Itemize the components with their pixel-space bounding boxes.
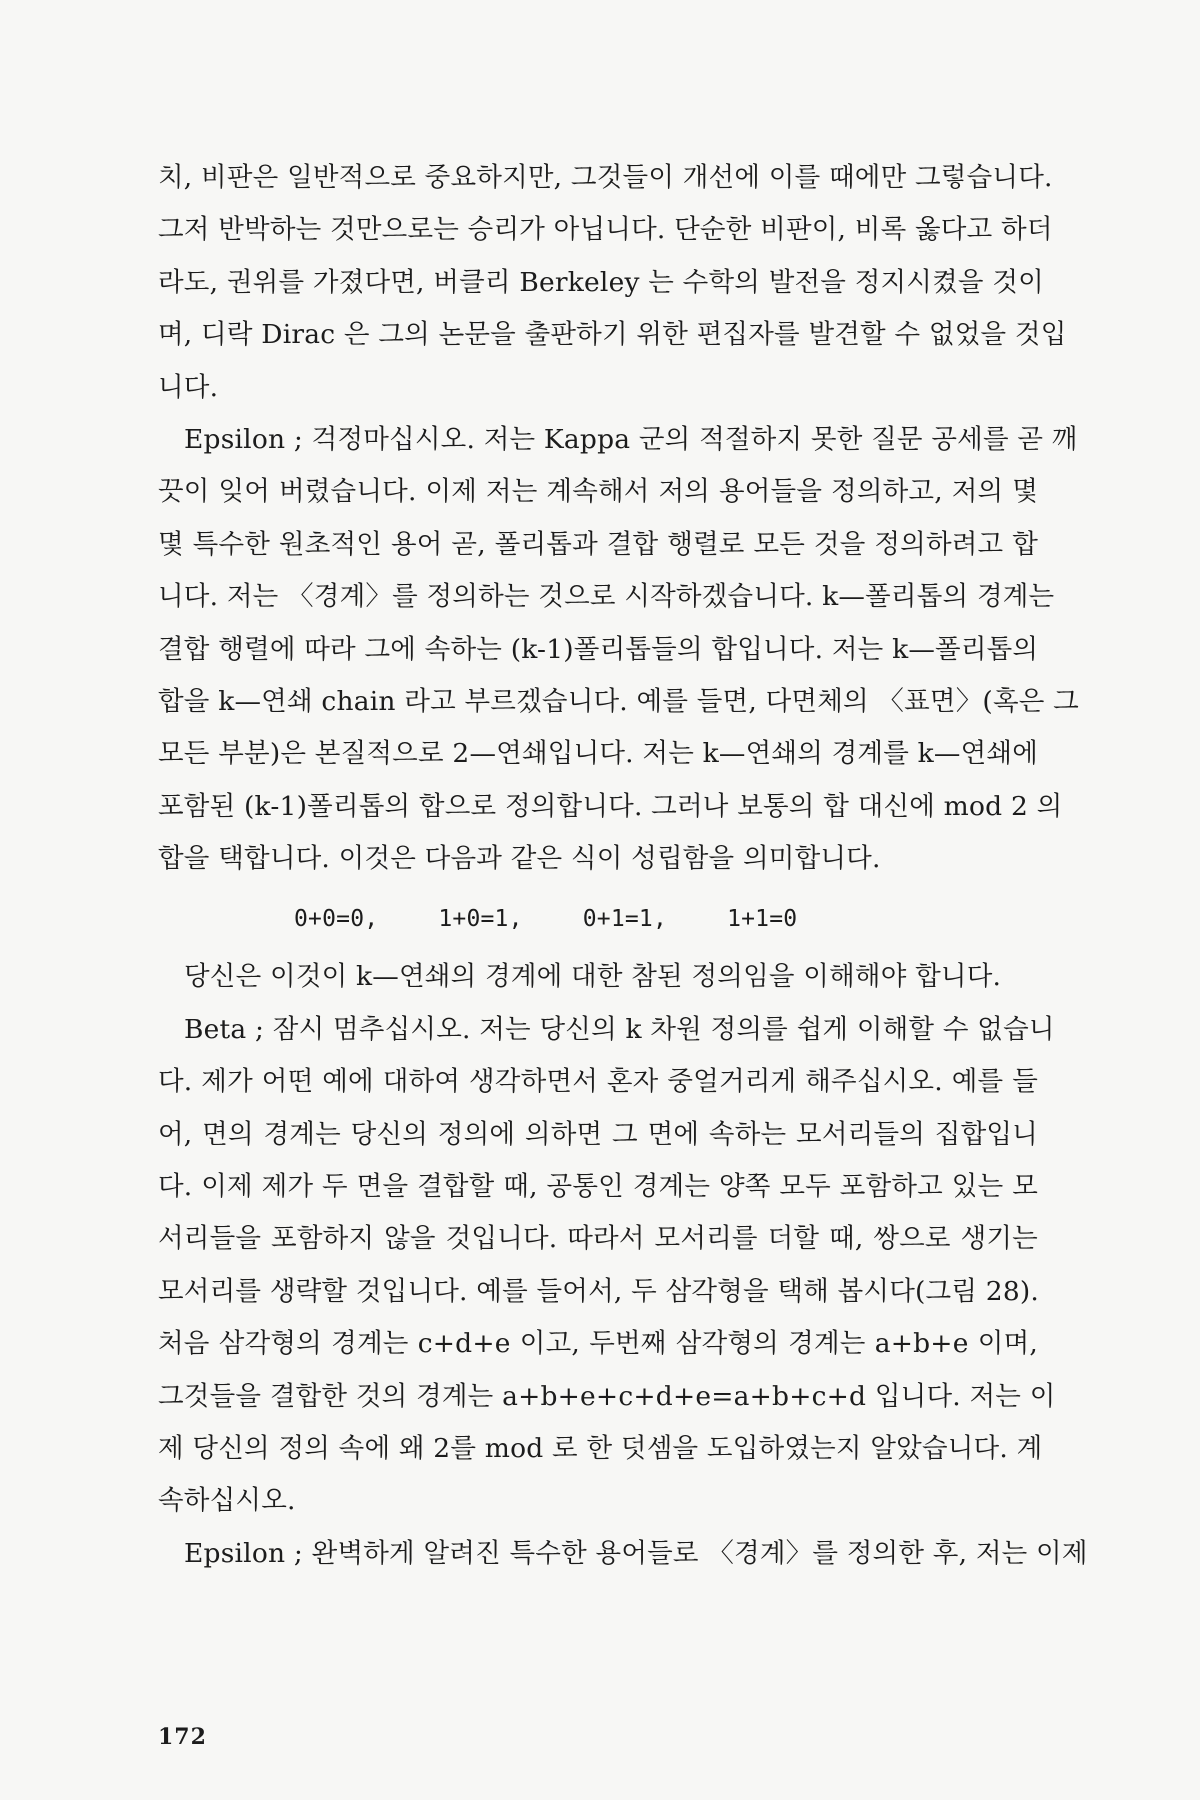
text-line: 며, 디락 Dirac 은 그의 논문을 출판하기 위한 편집자를 발견할 수 없었을 것입	[158, 319, 1067, 351]
text-line: 라도, 권위를 가졌다면, 버클리 Berkeley 는 수학의 발전을 정지시켰을 것이	[158, 266, 1044, 298]
text-line: 모든 부분)은 본질적으로 2—연쇄입니다. 저는 k—연쇄의 경계를 k—연쇄에	[158, 738, 1038, 770]
text-line: 당신은 이것이 k—연쇄의 경계에 대한 참된 정의임을 이해해야 합니다.	[184, 961, 1002, 993]
text-line: 그저 반박하는 것만으로는 승리가 아닙니다. 단순한 비판이, 비록 옳다고 하더	[158, 214, 1053, 246]
text-line: 다. 제가 어떤 예에 대하여 생각하면서 혼자 중얼거리게 해주십시오. 예를 들	[158, 1066, 1038, 1098]
text-line: 제 당신의 정의 속에 왜 2를 mod 로 한 덧셈을 도입하였는지 알았습니다. 계	[158, 1432, 1043, 1464]
equation: 1+1=0	[727, 906, 798, 933]
text-line: 서리들을 포함하지 않을 것입니다. 따라서 모서리를 더할 때, 쌍으로 생기는	[158, 1223, 1038, 1255]
text-line: 포함된 (k-1)폴리톱의 합으로 정의합니다. 그러나 보통의 합 대신에 mod 2 의	[158, 790, 1063, 822]
text-line: 끗이 잊어 버렸습니다. 이제 저는 계속해서 저의 용어들을 정의하고, 저의 몇	[158, 476, 1038, 508]
text-line: Beta ; 잠시 멈추십시오. 저는 당신의 k 차원 정의를 쉽게 이해할 수 없습니	[184, 1013, 1055, 1045]
equation: 0+0=0,	[294, 906, 379, 933]
equation-line	[158, 889, 1038, 949]
page-number: 172	[158, 1724, 207, 1750]
text-line: 치, 비판은 일반적으로 중요하지만, 그것들이 개선에 이를 때에만 그렇습니다.	[158, 162, 1053, 193]
body-text	[158, 152, 1088, 1580]
text-line: 모서리를 생략할 것입니다. 예를 들어서, 두 삼각형을 택해 봅시다(그림 28).	[158, 1275, 1040, 1307]
text-line: 합을 택합니다. 이것은 다음과 같은 식이 성립함을 의미합니다.	[158, 843, 881, 875]
text-line: 니다.	[158, 371, 219, 403]
text-line: 다. 이제 제가 두 면을 결합할 때, 공통인 경계는 양쪽 모두 포함하고 있는 모	[158, 1171, 1038, 1203]
text-line: 그것들을 결합한 것의 경계는 a+b+e+c+d+e=a+b+c+d 입니다. 저는 이	[158, 1380, 1056, 1412]
text-line: 니다. 저는 〈경계〉를 정의하는 것으로 시작하겠습니다. k—폴리톱의 경계는	[158, 581, 1055, 613]
text-line: 몇 특수한 원초적인 용어 곧, 폴리톱과 결합 행렬로 모든 것을 정의하려고 합	[158, 528, 1038, 560]
text-line: Epsilon ; 걱정마십시오. 저는 Kappa 군의 적절하지 못한 질문 공세를 곧 깨	[184, 423, 1078, 455]
text-line: 처음 삼각형의 경계는 c+d+e 이고, 두번째 삼각형의 경계는 a+b+e 이며,	[158, 1328, 1038, 1360]
text-line: Epsilon ; 완벽하게 알려진 특수한 용어들로 〈경계〉를 정의한 후, 저는 이제	[184, 1537, 1088, 1569]
text-line: 속하십시오.	[158, 1485, 296, 1517]
text-line: 결합 행렬에 따라 그에 속하는 (k-1)폴리톱들의 합입니다. 저는 k—폴리톱의	[158, 633, 1039, 665]
text-line: 어, 면의 경계는 당신의 정의에 의하면 그 면에 속하는 모서리들의 집합입니	[158, 1118, 1038, 1150]
text-line: 합을 k—연쇄 chain 라고 부르겠습니다. 예를 들면, 다면체의 〈표면〉(혹은 그	[158, 685, 1079, 717]
equation: 1+0=1,	[438, 906, 523, 933]
equation: 0+1=1,	[582, 906, 668, 933]
